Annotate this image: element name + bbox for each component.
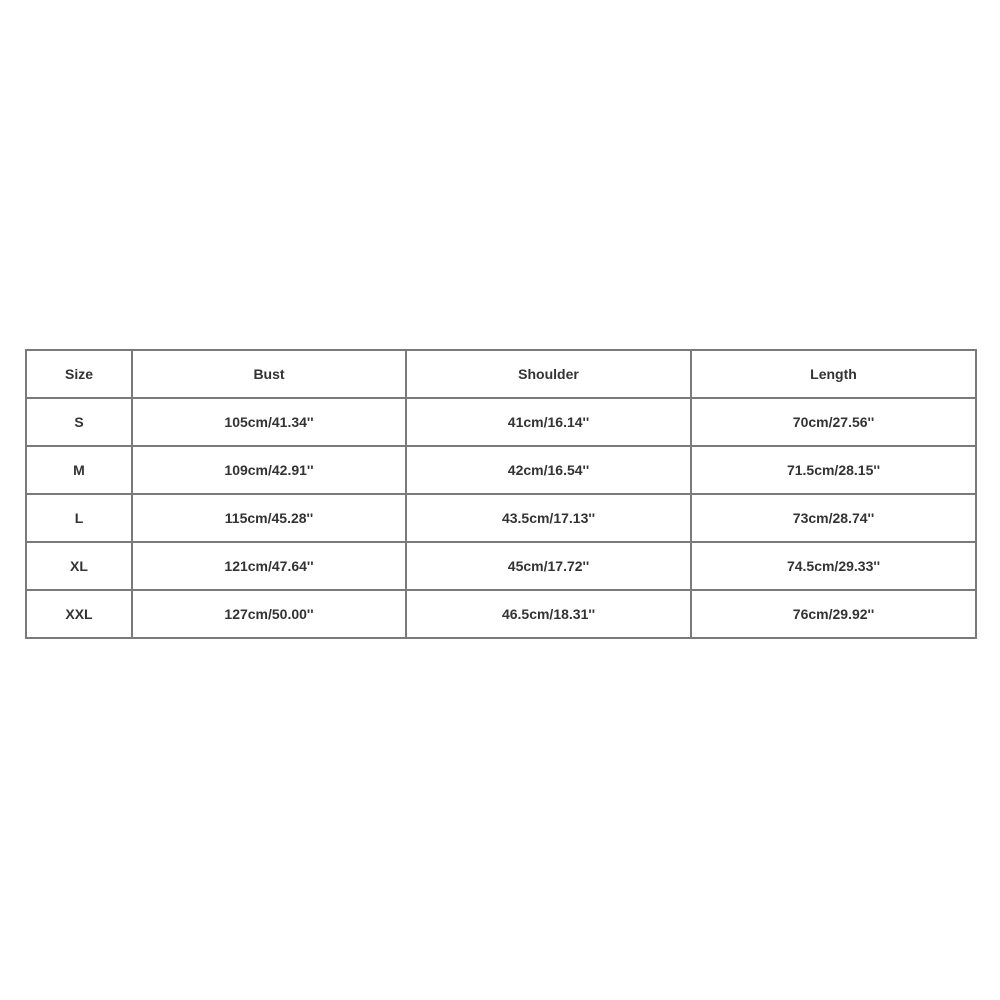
cell-shoulder: 42cm/16.54'' (406, 446, 691, 494)
table-row (26, 398, 976, 446)
cell-size: XL (26, 542, 132, 590)
cell-shoulder: 41cm/16.14'' (406, 398, 691, 446)
size-chart-table (25, 349, 977, 639)
cell-bust: 115cm/45.28'' (132, 494, 406, 542)
table-header-row (26, 350, 976, 398)
table-row (26, 446, 976, 494)
header-bust: Bust (132, 350, 406, 398)
cell-length: 71.5cm/28.15'' (691, 446, 976, 494)
cell-shoulder: 45cm/17.72'' (406, 542, 691, 590)
cell-length: 76cm/29.92'' (691, 590, 976, 638)
header-shoulder: Shoulder (406, 350, 691, 398)
cell-bust: 121cm/47.64'' (132, 542, 406, 590)
cell-size: S (26, 398, 132, 446)
table-row (26, 542, 976, 590)
cell-bust: 109cm/42.91'' (132, 446, 406, 494)
table-row (26, 590, 976, 638)
table-row (26, 494, 976, 542)
cell-length: 74.5cm/29.33'' (691, 542, 976, 590)
cell-bust: 105cm/41.34'' (132, 398, 406, 446)
header-length: Length (691, 350, 976, 398)
cell-size: XXL (26, 590, 132, 638)
cell-length: 70cm/27.56'' (691, 398, 976, 446)
cell-shoulder: 43.5cm/17.13'' (406, 494, 691, 542)
cell-size: L (26, 494, 132, 542)
header-size: Size (26, 350, 132, 398)
cell-shoulder: 46.5cm/18.31'' (406, 590, 691, 638)
cell-bust: 127cm/50.00'' (132, 590, 406, 638)
cell-size: M (26, 446, 132, 494)
cell-length: 73cm/28.74'' (691, 494, 976, 542)
